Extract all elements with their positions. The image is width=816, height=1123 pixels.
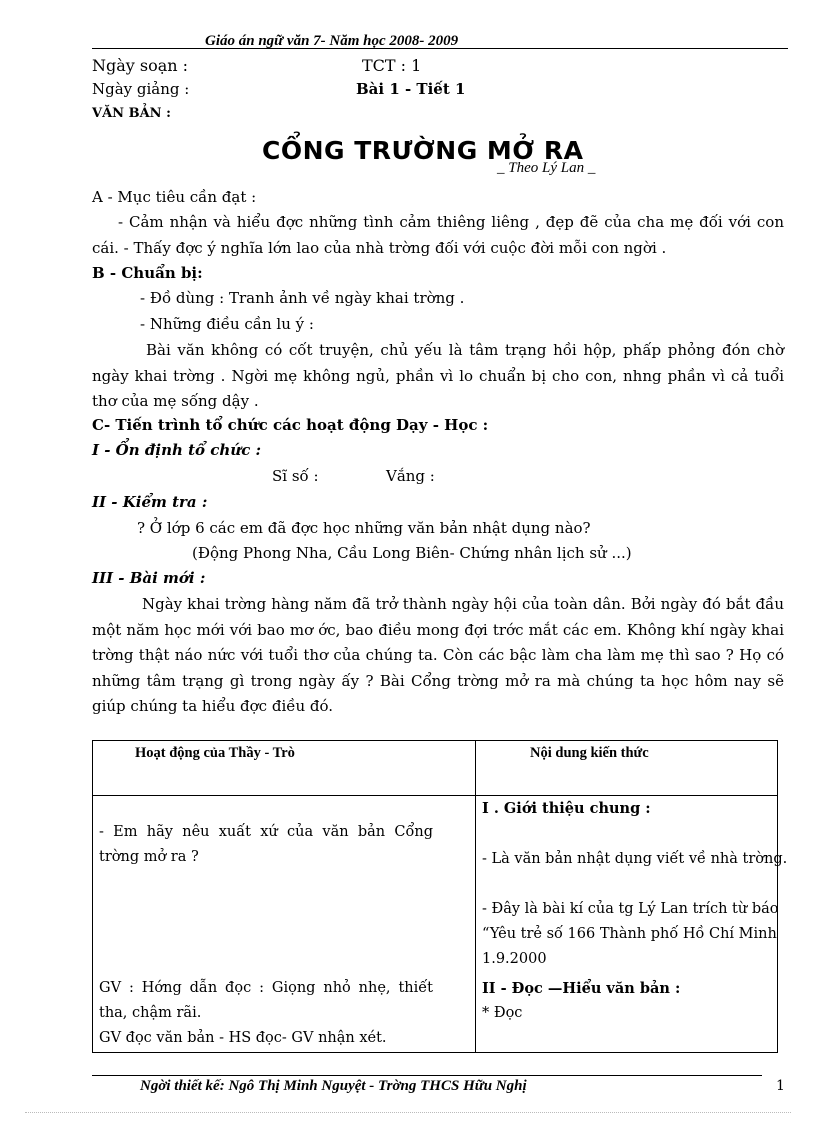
content-heading-reading: II - Đọc —Hiểu văn bản : xyxy=(482,980,681,997)
ngay-giang: Ngày giảng : xyxy=(92,80,190,98)
lesson-title: CỔNG TRƯỜNG MỞ RA xyxy=(262,136,584,165)
part-2-heading: II - Kiểm tra : xyxy=(92,493,208,511)
activity-question: - Em hãy nêu xuất xứ của văn bản Cổng trờng mở ra ? xyxy=(99,824,433,865)
review-answer: (Động Phong Nha, Cầu Long Biên- Chứng nhân lịch sử ...) xyxy=(192,544,632,562)
van-ban-label: VĂN BẢN : xyxy=(92,106,171,121)
col-header-content: Nội dung kiến thức xyxy=(476,741,778,796)
section-b-heading: B - Chuẩn bị: xyxy=(92,264,203,282)
lesson-table xyxy=(92,740,788,1053)
si-so: Sĩ số : xyxy=(272,467,319,485)
section-b-item-2: - Những điều cần lu ý : xyxy=(140,315,314,333)
tct-label: TCT : 1 xyxy=(362,56,422,75)
section-b-item-1: - Đồ dùng : Tranh ảnh về ngày khai trờng . xyxy=(140,289,465,307)
page-bottom-border xyxy=(25,1112,791,1113)
footer-rule xyxy=(92,1075,762,1076)
section-b-text: Bài văn không có cốt truyện, chủ yếu là tâm trạng hồi hộp, phấp phỏng đón chờ ngày khai trờng . Ngời mẹ không ngủ, phần vì lo chuẩn bị cho con, nhng phần vì cả tuổi thơ của mẹ sống dậy . xyxy=(92,341,784,410)
section-a-text: - Cảm nhận và hiểu đợc những tình cảm thiêng liêng , đẹp đẽ của cha mẹ đối với con cái. - Thấy đợc ý nghĩa lớn lao của nhà trờng đối với cuộc đời mỗi con ngời . xyxy=(92,213,784,257)
ngay-soan: Ngày soạn : xyxy=(92,56,189,75)
content-point-3: * Đọc xyxy=(482,1005,523,1021)
lesson-intro: Ngày khai trờng hàng năm đã trở thành ngày hội của toàn dân. Bởi ngày đó bắt đầu một năm học mới với bao mơ ớc, bao điều mong đợi trớc mắt các em. Không khí ngày khai trờng thật náo nức với tuổi thơ của chúng ta. Còn các bậc làm cha làm mẹ thì sao ? Họ có những tâm trạng gì trong ngày ấy ? Bài Cổng trờng mở ra mà chúng ta học hôm nay sẽ giúp chúng ta hiểu đợc điều đó. xyxy=(92,595,784,715)
section-a-heading: A - Mục tiêu cần đạt : xyxy=(92,188,257,206)
vang: Vắng : xyxy=(386,467,435,485)
content-point-2: - Đây là bài kí của tg Lý Lan trích từ báo “Yêu trẻ số 166 Thành phố Hồ Chí Minh 1.9.2000 xyxy=(482,901,779,967)
col-header-activities: Hoạt động của Thầy - Trò xyxy=(93,741,476,796)
page-number: 1 xyxy=(776,1078,785,1094)
header-rule xyxy=(92,48,788,49)
bai-tiet: Bài 1 - Tiết 1 xyxy=(356,80,466,98)
part-1-heading: I - Ổn định tổ chức : xyxy=(92,441,262,459)
content-point-1: - Là văn bản nhật dụng viết về nhà trờng. xyxy=(482,851,788,867)
activities-cell xyxy=(93,796,476,1053)
review-question: ? Ở lớp 6 các em đã đợc học những văn bản nhật dụng nào? xyxy=(137,519,591,537)
footer-credit: Ngời thiết kế: Ngô Thị Minh Nguyệt - Trờng THCS Hữu Nghị xyxy=(140,1078,527,1094)
part-3-heading: III - Bài mới : xyxy=(92,569,206,587)
section-c-heading: C- Tiến trình tổ chức các hoạt động Dạy - Học : xyxy=(92,416,489,434)
content-cell xyxy=(476,796,788,1053)
lesson-byline: _ Theo Lý Lan _ xyxy=(497,160,596,176)
content-heading-intro: I . Giới thiệu chung : xyxy=(482,800,651,817)
activity-reading-step: GV đọc văn bản - HS đọc- GV nhận xét. xyxy=(99,1030,387,1046)
running-header: Giáo án ngữ văn 7- Năm học 2008- 2009 xyxy=(205,33,459,49)
activity-reading-guide: GV : Hớng dẫn đọc : Giọng nhỏ nhẹ, thiết tha, chậm rãi. xyxy=(99,980,433,1021)
